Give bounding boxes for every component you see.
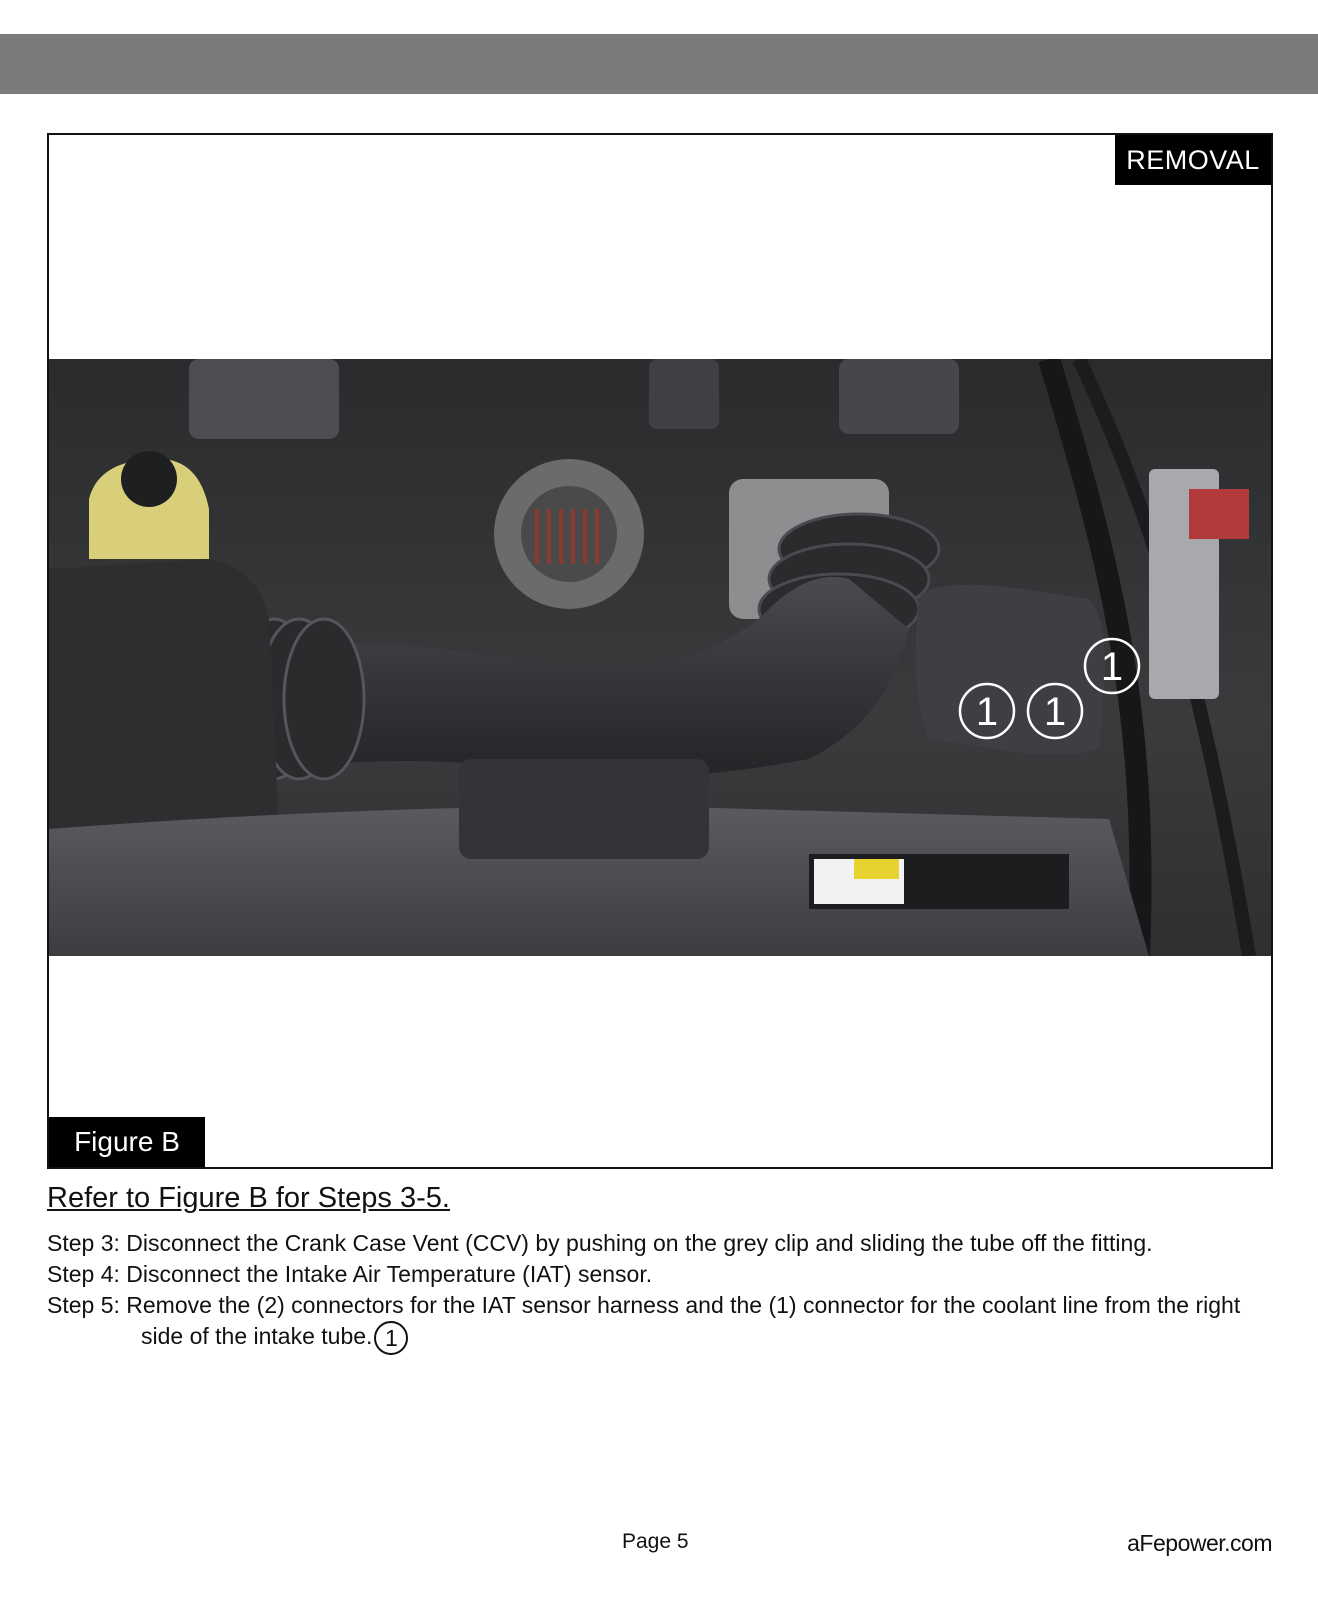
step-label: Step 4: (47, 1261, 127, 1287)
step-text: Disconnect the Crank Case Vent (CCV) by pushing on the grey clip and sliding the tube off the fitting. (126, 1230, 1153, 1256)
callout-1: 1 (975, 690, 999, 734)
callout-badge: 1 (374, 1321, 408, 1355)
engine-bay-photo (49, 359, 1271, 956)
instructions (47, 1180, 1277, 1355)
step-5 (47, 1290, 1277, 1355)
figure-label: Figure B (49, 1117, 205, 1167)
callout-2: 1 (1043, 690, 1067, 734)
website-url: aFepower.com (1127, 1530, 1272, 1556)
page-number: Page 5 (622, 1530, 689, 1553)
step-text: Disconnect the Intake Air Temperature (IAT) sensor. (126, 1261, 653, 1287)
step-label: Step 3: (47, 1230, 127, 1256)
step-text: Remove the (2) connectors for the IAT sensor harness and the (1) connector for the coolant line from the right side of the intake tube. (126, 1292, 1241, 1350)
section-tag-removal: REMOVAL (1115, 135, 1271, 185)
step-4 (47, 1259, 1277, 1290)
reference-heading: Refer to Figure B for Steps 3-5. (47, 1182, 450, 1214)
callout-3: 1 (1100, 645, 1124, 689)
step-3 (47, 1228, 1277, 1259)
figure-b-frame (47, 133, 1273, 1169)
step-label: Step 5: (47, 1292, 127, 1318)
header-band (0, 34, 1318, 94)
